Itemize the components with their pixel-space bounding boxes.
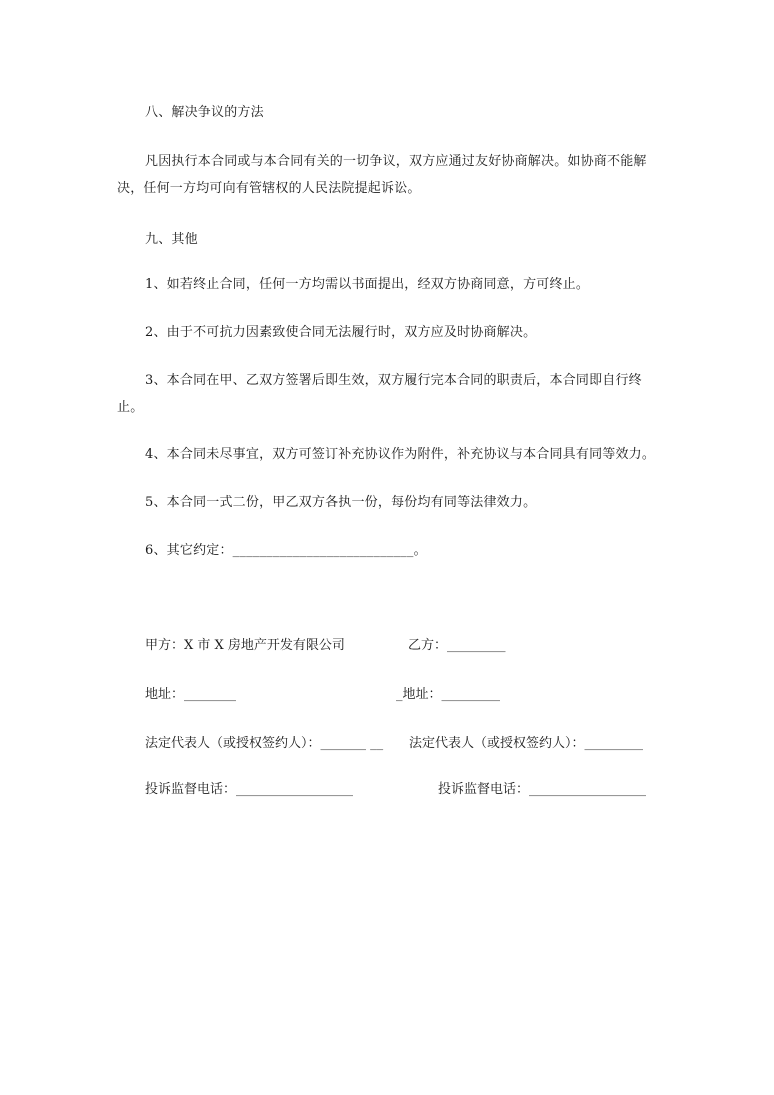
section-9-item-1: 1、如若终止合同，任何一方均需以书面提出，经双方协商同意，方可终止。 <box>145 277 590 292</box>
party-b-address: _地址：_________ <box>396 687 501 702</box>
section-9-item-6: 6、其它约定：___________________________。 <box>145 543 427 558</box>
party-a-name: 甲方：X 市 X 房地产开发有限公司 <box>145 638 345 653</box>
party-b-complaint-phone: 投诉监督电话：__________________ <box>438 782 647 797</box>
section-9-item-4: 4、本合同未尽事宜，双方可签订补充协议作为附件，补充协议与本合同具有同等效力。 <box>145 447 656 462</box>
party-b-name: 乙方：_________ <box>408 638 506 653</box>
party-a-complaint-phone: 投诉监督电话：__________________ <box>145 782 354 797</box>
party-a-representative: 法定代表人（或授权签约人）：_______ __ <box>145 736 384 751</box>
section-9-item-3-line2: 止。 <box>117 400 144 415</box>
party-b-representative: 法定代表人（或授权签约人）：_________ <box>409 736 644 751</box>
party-a-address: 地址：________ <box>145 687 237 702</box>
section-9-heading: 九、其他 <box>145 232 198 247</box>
section-9-item-2: 2、由于不可抗力因素致使合同无法履行时，双方应及时协商解决。 <box>145 325 537 340</box>
section-8-paragraph-line1: 凡因执行本合同或与本合同有关的一切争议，双方应通过友好协商解决。如协商不能解 <box>145 154 647 169</box>
section-8-heading: 八、解决争议的方法 <box>145 105 264 120</box>
section-9-item-5: 5、本合同一式二份，甲乙双方各执一份，每份均有同等法律效力。 <box>145 495 537 510</box>
section-8-paragraph-line2: 决，任何一方均可向有管辖权的人民法院提起诉讼。 <box>117 181 421 196</box>
section-9-item-3-line1: 3、本合同在甲、乙双方签署后即生效，双方履行完本合同的职责后，本合同即自行终 <box>145 373 642 388</box>
